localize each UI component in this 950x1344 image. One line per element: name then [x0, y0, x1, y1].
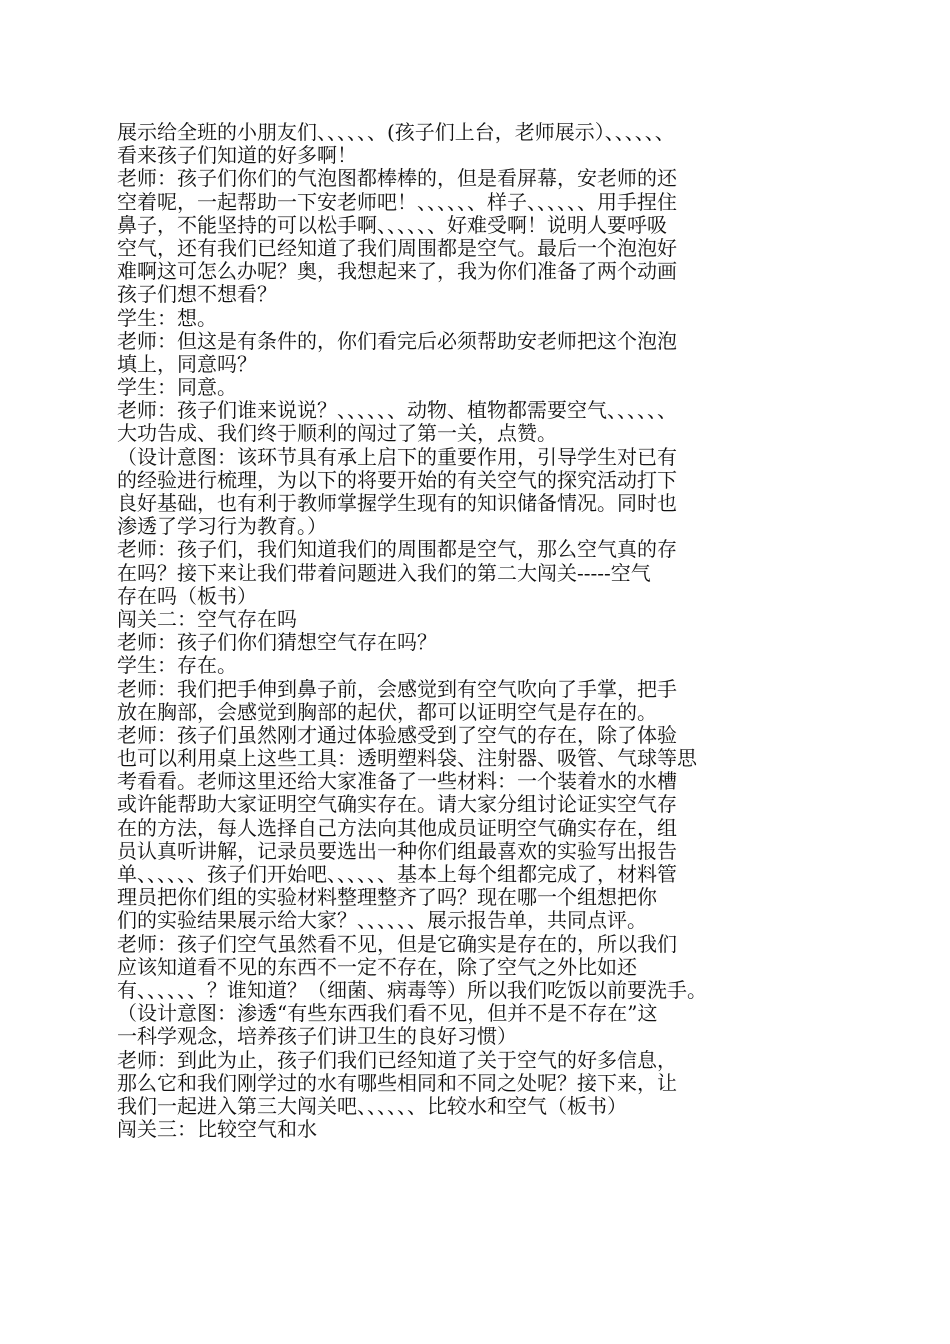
text-line: 老师：孩子们，我们知道我们的周围都是空气，那么空气真的存 — [117, 537, 677, 562]
text-line: 的经验进行梳理，为以下的将要开始的有关空气的探究活动打下 — [117, 467, 677, 492]
text-line: 良好基础，也有利于教师掌握学生现有的知识储备情况。同时也 — [117, 491, 677, 515]
text-line: 空着呢，一起帮助一下安老师吧！、、、、、、样子、、、、、、用手捏住 — [117, 189, 677, 214]
text-line: 老师：孩子们你们的气泡图都棒棒的，但是看屏幕，安老师的还 — [117, 166, 677, 191]
text-line: 员认真听讲解，记录员要选出一种你们组最喜欢的实验写出报告 — [117, 838, 677, 863]
text-line: 应该知道看不见的东西不一定不存在，除了空气之外比如还 — [117, 954, 637, 979]
document-body — [117, 121, 817, 1141]
text-line: 展示给全班的小朋友们、、、、、、(孩子们上台，老师展示）、、、、、、 — [117, 120, 675, 144]
text-line: 老师：孩子们谁来说说？、、、、、、动物、植物都需要空气、、、、、、 — [117, 398, 677, 423]
text-line: 那么它和我们刚学过的水有哪些相同和不同之处呢？接下来，让 — [117, 1070, 677, 1095]
text-line: 看来孩子们知道的好多啊！ — [117, 143, 357, 168]
text-line: 们的实验结果展示给大家？、、、、、、展示报告单，共同点评。 — [117, 908, 647, 933]
text-line: 填上，同意吗？ — [117, 351, 257, 376]
text-line: 也可以利用桌上这些工具：透明塑料袋、注射器、吸管、气球等思 — [117, 746, 697, 771]
text-line: 老师：孩子们你们猜想空气存在吗？ — [117, 630, 437, 655]
text-line: （设计意图：该环节具有承上启下的重要作用，引导学生对已有 — [117, 444, 677, 469]
text-line: 在吗？接下来让我们带着问题进入我们的第二大闯关-----空气 — [117, 560, 651, 585]
text-line: 老师：孩子们虽然刚才通过体验感受到了空气的存在，除了体验 — [117, 722, 677, 747]
text-line: 或许能帮助大家证明空气确实存在。请大家分组讨论证实空气存 — [117, 792, 677, 817]
text-line: 难啊这可怎么办呢？奥，我想起来了，我为你们准备了两个动画 — [117, 259, 677, 284]
text-line: 老师：但这是有条件的，你们看完后必须帮助安老师把这个泡泡 — [117, 328, 677, 353]
text-line: 存在吗（板书） — [117, 583, 257, 608]
text-line: 大功告成、我们终于顺利的闯过了第一关，点赞。 — [117, 421, 557, 446]
text-line: 老师：孩子们空气虽然看不见，但是它确实是存在的，所以我们 — [117, 931, 677, 956]
text-line: 有、、、、、、？谁知道？（细菌、病毒等）所以我们吃饭以前要洗手。 — [117, 977, 707, 1002]
text-line: 闯关二：空气存在吗 — [117, 606, 297, 631]
text-line: 放在胸部，会感觉到胸部的起伏，都可以证明空气是存在的。 — [117, 699, 657, 724]
text-line: （设计意图：渗透“有些东西我们看不见，但并不是不存在”这 — [117, 1001, 658, 1026]
text-line: 考看看。老师这里还给大家准备了一些材料：一个装着水的水槽 — [117, 769, 677, 794]
text-line: 老师：到此为止，孩子们我们已经知道了关于空气的好多信息， — [117, 1047, 677, 1072]
text-line: 理员把你们组的实验材料整理整齐了吗？现在哪一个组想把你 — [117, 885, 657, 910]
text-line: 闯关三：比较空气和水 — [117, 1117, 317, 1142]
text-line: 孩子们想不想看？ — [117, 282, 277, 307]
text-line: 鼻子，不能坚持的可以松手啊、、、、、、好难受啊！说明人要呼吸 — [117, 212, 667, 237]
text-line: 我们一起进入第三大闯关吧、、、、、、比较水和空气（板书） — [117, 1093, 627, 1118]
text-line: 渗透了学习行为教育。） — [117, 514, 327, 539]
text-line: 学生：存在。 — [117, 653, 237, 678]
text-line: 一科学观念，培养孩子们讲卫生的良好习惯） — [117, 1024, 517, 1049]
text-line: 空气，还有我们已经知道了我们周围都是空气。最后一个泡泡好 — [117, 235, 677, 260]
text-line: 老师：我们把手伸到鼻子前，会感觉到有空气吹向了手掌，把手 — [117, 676, 677, 701]
text-line: 单、、、、、、孩子们开始吧、、、、、、基本上每个组都完成了，材料管 — [117, 862, 677, 886]
text-line: 学生：同意。 — [117, 375, 237, 400]
text-line: 在的方法，每人选择自己方法向其他成员证明空气确实存在，组 — [117, 815, 677, 840]
text-line: 学生：想。 — [117, 305, 217, 330]
